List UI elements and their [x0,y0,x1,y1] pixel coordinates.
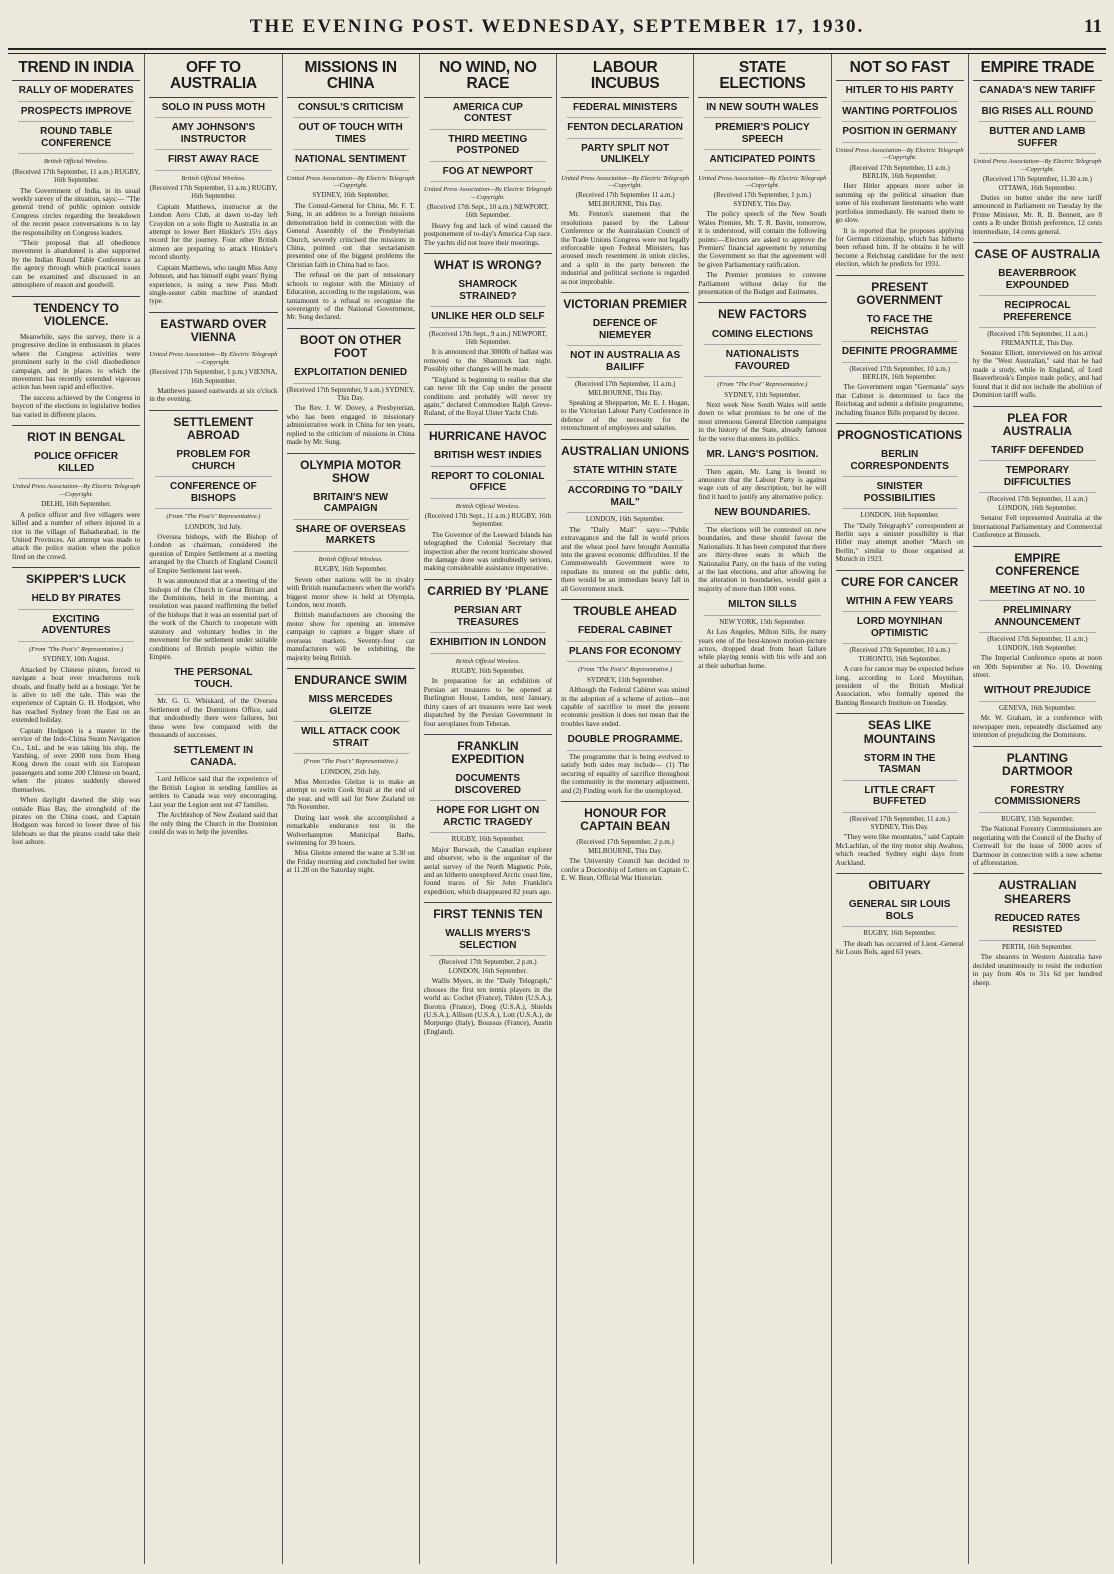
dateline: SYDNEY, 11th September. [587,675,664,684]
section-heading: PLANTING DARTMOOR [973,746,1102,781]
dateline: (Received 17th September, 11 a.m.) LONDON, 16th September. [987,635,1088,652]
credit-line: United Press Association—By Electric Telegraph—Copyright. [423,186,552,201]
article-paragraph: The Consul-General for China, Mr. F. T. Sung, in an address to a foreign missions demonstration held in connection with the General Assembly of the Presbyterian Church, severely criticised the missions in China, pointed out that sectarianism presented one of the biggest problems the Christian faith in China had to face. [286,201,415,269]
dateline: RUGBY, 16th September. [863,929,936,938]
article-paragraph: Then again, Mr. Lang is bound to announce that the Labour Party is against wage cuts of any description, but he will find it hard to justify any alternative policy. [698,467,827,501]
subheadline: RECIPROCAL PREFERENCE [979,296,1096,328]
subheadline: NEW BOUNDARIES. [704,503,820,524]
dateline: (Received 17th September, 11 a.m.) SYDNEY, This Day. [849,814,950,832]
dateline: (Received 17th September, 11 a.m.) RUGBY, 16th September. [149,184,278,201]
section-heading: RIOT IN BENGAL [12,425,140,447]
subheadline: MEETING AT NO. 10 [979,581,1096,602]
article-paragraph: Meanwhile, says the survey, there is a progressive decline in enthusiasm in places where the Congress activities were prominent early in the civil disobedience campaign, and in places to which the movement has recently extended vigorous action has been rapid and effective. [12,332,141,392]
subheadline: ACCORDING TO "DAILY MAIL" [567,481,683,513]
article-paragraph: Wallis Myers, in the "Daily Telegraph," chooses the first ten tennis players in the world as: Cochet (France), Tilden (U.S.A.), Borotra (France), Doeg (U.S.A.), Shields (U.S.A.), Allison (U.S.A.), Lott (U.S.A.), de Morpurgo (Italy), Boussus (France), Austin (England). [423,977,552,1036]
dateline: (Received 17th September, 2 p.m.) MELBOURNE, This Day. [576,838,674,855]
credit-line: British Official Wireless. [455,502,520,510]
dateline: (Received 17th Sept., 10 a.m.) NEWPORT, 16th September. [427,202,549,220]
article-paragraph: Matthews passed eastwards at six o'clock in the evening. [149,386,278,404]
credit-line: United Press Association—By Electric Telegraph—Copyright. [835,146,964,162]
article-paragraph: Lord Jellicoe said that the experience of the British Legion in sending families as settlers to Canada was very encouraging. Last year the Legion sent out 47 families. [149,775,278,809]
dateline: NEW YORK, 15th September. [719,617,806,626]
subheadline: DEFENCE OF NIEMEYER [567,314,683,346]
subheadline: MR. LANG'S POSITION. [704,445,820,466]
credit-line: British Official Wireless. [181,174,246,182]
article-paragraph: Major Burwash, the Canadian explorer and observer, who is the organiser of the aerial survey of the North Magnetic Pole, and an hitherto unexplored Arctic coast line, found traces of Sir John Franklin's expedition, which disappeared 82 years ago. [423,845,552,896]
subheadline: HITLER TO HIS PARTY [842,81,958,102]
subheadline: WITHIN A FEW YEARS [842,592,958,613]
dateline: (Received 17th September 11 a.m.) MELBOURNE, This Day. [575,191,675,208]
article-paragraph: The Governor of the Leeward Islands has telegraphed the Colonial Secretary that inspection after the recent hurricane showed the damage done was undoubtedly serious, making considerable assistance imperative. [423,530,552,573]
article-paragraph: Captain Matthews, who taught Miss Amy Johnson, and has himself eight years' flying experience, is using a new Puss Moth single-seater cabin machine of standard type. [149,263,278,306]
subheadline: NOT IN AUSTRALIA AS BAILIFF [567,346,683,378]
column-empire-trade [969,54,1106,1564]
subheadline: DOCUMENTS DISCOVERED [430,769,546,801]
column-state-elections [694,54,831,1564]
article-paragraph: The "Daily Mail" says:—"Public extravagance and the fall in world prices and the wheat pool have brought Australia into the gravest economic difficulties. If the Commonwealth Government were to repudiate its interest on the public debt, there would be an immediate heavy fall in all Government stock. [561,525,690,593]
section-heading: EASTWARD OVER VIENNA [149,312,277,347]
subheadline: SHAMROCK STRAINED? [430,275,546,307]
subheadline: CANADA'S NEW TARIFF [979,81,1096,102]
credit-line: United Press Association—By Electric Telegraph—Copyright. [149,351,278,366]
subheadline: TEMPORARY DIFFICULTIES [979,461,1096,493]
subheadline: PROBLEM FOR CHURCH [155,445,271,477]
dateline: LONDON, 3rd July. [184,522,242,531]
dateline: GENEVA, 16th September. [998,703,1076,712]
headline: NOT SO FAST [836,54,964,81]
subheadline: MILTON SILLS [704,595,820,616]
dateline: DELHI, 16th September. [41,500,112,509]
credit-line: United Press Association—By Electric Telegraph—Copyright. [561,174,690,189]
section-heading: FRANKLIN EXPEDITION [424,734,552,769]
subheadline: MISS MERCEDES GLEITZE [293,690,409,722]
article-paragraph: Next week New South Wales will settle down to what promises to be one of the most strenuous General Election campaigns in the history of the State, already famous for the verve that enters its politics. [698,401,827,443]
article-paragraph: Mr. G. G. Whiskard, of the Oversea Settlement of the Dominions Office, said that undoubtedly there were failures, but these were few compared with the thousands of successes. [149,697,278,740]
article-paragraph: Captain Matthews, instructor at the London Aero Club, at dawn to-day left Croydon on a solo flight to Australia in an attempt to lower Bert Hinkler's 15½ days record for the journey. Four other British airmen are preparing to attack Hinkler's record shortly. [149,202,278,262]
subheadline: POSITION IN GERMANY [842,122,958,143]
section-heading: AUSTRALIAN SHEARERS [973,873,1102,908]
subheadline: PREMIER'S POLICY SPEECH [704,118,820,150]
credit-line: (From "The Post" Representative.) [717,381,808,389]
subheadline: NATIONAL SENTIMENT [293,150,409,171]
subheadline: CONSUL'S CRITICISM [293,98,409,119]
subheadline: THE PERSONAL TOUCH. [155,663,271,695]
dateline: LONDON, 25th July. [320,767,381,776]
section-heading: HURRICANE HAVOC [424,424,552,446]
subheadline: PRELIMINARY ANNOUNCEMENT [979,601,1096,633]
subheadline: FEDERAL CABINET [567,621,683,642]
headline: TREND IN INDIA [12,54,140,81]
column-trend-in-india [8,54,145,1564]
article-paragraph: At Los Angeles, Milton Sills, for many years one of the best-known motion-picture actors, dropped dead from heart failure while playing tennis with his wife and son at their suburban home. [698,628,827,670]
subheadline: EXHIBITION IN LONDON [430,633,546,654]
subheadline: FORESTRY COMMISSIONERS [979,781,1096,813]
subheadline: WITHOUT PREJUDICE [979,681,1096,702]
article-paragraph: Although the Federal Cabinet was united in the adoption of a scheme of action—not capable of sacrifice to meet the present economic position it does not mean that the troubles have ended. [561,686,690,728]
article-paragraph: The Government of India, in its usual weekly survey of the situation, says:— "The general trend of public opinion outside Congress circles regarding the breakdown of the recent peace conversations is to lay the responsibility on Congress leaders. [12,186,141,237]
article-paragraph: The Imperial Conference opens at noon on 30th September at No. 10, Downing street. [972,654,1102,680]
article-paragraph: The success achieved by the Congress in boycott of the elections to legislative bodies has varied in different places. [12,393,141,419]
headline: STATE ELECTIONS [698,54,826,98]
dateline: (Received 17th September, 11 a.m.) LONDON, 16th September. [987,495,1088,512]
subheadline: REPORT TO COLONIAL OFFICE [430,467,546,499]
dateline: (Received 17th September, 10 a.m.) BERLIN, 16th September. [849,364,950,381]
subheadline: FOG AT NEWPORT [430,162,546,183]
subheadline: POLICE OFFICER KILLED [18,447,134,479]
dateline: (Received 17th September, 9 a.m.) SYDNEY, This Day. [286,385,415,403]
credit-line: (From "The Post's" Representative.) [303,758,398,766]
section-heading: FIRST TENNIS TEN [424,902,552,924]
dateline: LONDON, 16th September. [860,511,939,520]
subheadline: OUT OF TOUCH WITH TIMES [293,118,409,150]
subheadline: PROSPECTS IMPROVE [18,102,134,123]
subheadline: EXCITING ADVENTURES [18,610,134,642]
credit-line: United Press Association—By Electric Telegraph—Copyright. [286,174,415,189]
headline: NO WIND, NO RACE [424,54,552,98]
subheadline: BUTTER AND LAMB SUFFER [979,122,1096,154]
article-paragraph: Captain Hodgson is a master in the service of the Indo-China Steam Navigation Co., Ltd., and he was taking his ship, the Yatshing, of over 2000 tons from Hong Kong down the coast with six European passengers and some 200 Chinese on board, when the pirates suddenly showed themselves. [12,726,141,794]
article-paragraph: During last week she accomplished a remarkable endurance test in the Wolverhampton Municipal Baths, swimming for 39 hours. [286,813,415,847]
article-paragraph: The elections will be contested on new boundaries, and these should favour the Nationalists. It has been computed that there are thirty-three seats in which the Nationalist Party, on the basis of the voting at the last elections, and after allowing for the alteration in boundaries, would gain a majority of more than 1000 votes. [698,525,827,593]
credit-line: (From "The Post's" Representative.) [29,645,124,653]
dateline: (Received 17th September, 2 p.m.) LONDON, 16th September. [439,958,537,975]
subheadline: REDUCED RATES RESISTED [979,909,1096,941]
dateline: (Received 17th September, 10 a.m.) TORONTO, 16th September. [849,646,950,663]
subheadline: STATE WITHIN STATE [567,461,683,482]
article-paragraph: Speaking at Shepparton, Mr. E. J. Hogan, to the Victorian Labour Party Conference in defence of the necessity for the retrenchment of employees and salaries. [561,399,690,433]
section-heading: AUSTRALIAN UNIONS [561,439,689,461]
credit-line: British Official Wireless. [44,158,109,166]
section-heading: WHAT IS WRONG? [424,253,552,275]
section-heading: SKIPPER'S LUCK [12,567,140,589]
section-heading: CURE FOR CANCER [836,570,964,592]
article-paragraph: British manufacturers are choosing the motor show for opening an intensive campaign to capture a bigger share of overseas markets. Seventy-four car manufacturers will be exhibiting, the majority being British. [286,611,415,662]
article-paragraph: The programme that is being evolved to satisfy both sides may include— (1) The securing of equality of sacrifice throughout the community in the monetary adjustment, and (2) Finding work for the unemployed. [561,752,690,795]
article-paragraph: The refusal on the part of missionary schools to register with the Ministry of Education, according to the regulations, was tantamount to a refusal to recognise the sovereignty of the National Government, Mr. Sung declared. [286,271,415,322]
article-paragraph: Duties on butter under the new tariff announced in Parliament on Tuesday by the Prime Minister, Mr. R. B. Bennett, are 8 cents a lb under British preference, 12 cents intermediate, 14 cents general. [972,193,1102,236]
section-heading: VICTORIAN PREMIER [561,292,689,314]
dateline: (Received 17th September, 1 p.m.) VIENNA, 16th September. [149,368,278,385]
credit-line: British Official Wireless. [455,657,520,665]
article-paragraph: Senator Fell represented Australia at the International Parliamentary and Commercial Conference at Brussels. [972,514,1102,540]
dateline: RUGBY, 15th September. [1001,814,1074,823]
credit-line: British Official Wireless. [318,555,383,563]
dateline: SYDNEY, 11th September. [724,390,801,399]
column-no-wind-no-race [420,54,557,1564]
dateline: (Received 17th September, 11 a.m.) RUGBY, 16th September. [12,167,140,185]
article-paragraph: A police officer and five villagers were killed and a number of others injured in a riot in the village of Bahadurabad, in the United Provinces. An attempt was made to attack the police station when the police fired on the crowd. [12,510,141,561]
headline: LABOUR INCUBUS [561,54,689,98]
subheadline: NATIONALISTS FAVOURED [704,345,820,377]
credit-line: (From "The Post's" Representative.) [166,513,261,521]
subheadline: BRITAIN'S NEW CAMPAIGN [293,488,409,520]
credit-line: United Press Association—By Electric Telegraph—Copyright. [12,483,141,498]
article-paragraph: The Archbishop of New Zealand said that the only thing the Church in the Dominion could do was to help the juveniles. [149,811,278,836]
headline: EMPIRE TRADE [973,54,1102,81]
dateline: SYDNEY, 16th September. [312,191,389,200]
article-paragraph: The Government organ "Germania" says that Cabinet is determined to face the Reichstag and submit a definite programme, including finance Bills prepared by decree. [835,383,964,417]
article-paragraph: When daylight dawned the ship was outside Bias Bay, the stronghold of the pirates on the China coast, and Captain Hodgson was forced to lower three of his lifeboats so that the pirates could take their loot ashore. [12,796,141,847]
column-missions-in-china [283,54,420,1564]
article-paragraph: It is reported that he proposes applying for German citizenship, which has hitherto been refused him. If he obtains it he will become a Reichstag candidate for the next election, which he predicts for 1931. [835,226,964,269]
subheadline: PLANS FOR ECONOMY [567,642,683,663]
subheadline: CONFERENCE OF BISHOPS [155,477,271,509]
credit-line: (From "The Post's" Representative.) [578,666,673,674]
subheadline: GENERAL SIR LOUIS BOLS [842,895,958,927]
subheadline: RALLY OF MODERATES [18,81,134,102]
dateline: (Received 17th September, 11.30 a.m.) OTTAWA, 16th September. [982,175,1092,192]
subheadline: EXPLOITATION DENIED [293,363,409,384]
section-heading: SEAS LIKE MOUNTAINS [836,713,964,748]
subheadline: TO FACE THE REICHSTAG [842,310,958,342]
article-paragraph: The Rev. J. W. Dovey, a Presbyterian, who has been engaged in missionary administrative work in China for ten years, replied to the criticism of missions in China made by Mr. Sung. [286,404,415,447]
subheadline: FENTON DECLARATION [567,118,683,139]
subheadline: SINISTER POSSIBILITIES [842,477,958,509]
article-paragraph: Oversea bishops, with the Bishop of London as chairman, considered the question of Empire Settlement at a meeting arranged by the Church of England Council of Empire Settlement last week. [149,533,278,575]
article-paragraph: The "Daily Telegraph's" correspondent at Berlin says a sinister possibility is that Hitler may attempt another "March on Berlin," similar to those organised at Munich in 1923. [835,521,964,564]
article-paragraph: Heavy fog and lack of wind caused the postponement of to-day's America Cup race. The yachts did not leave their moorings. [423,221,552,247]
subheadline: IN NEW SOUTH WALES [704,98,820,119]
section-heading: EMPIRE CONFERENCE [973,546,1102,581]
dateline: LONDON, 16th September. [585,515,665,524]
subheadline: WANTING PORTFOLIOS [842,102,958,123]
subheadline: BIG RISES ALL ROUND [979,102,1096,123]
subheadline: PARTY SPLIT NOT UNLIKELY [567,139,683,171]
subheadline: LITTLE CRAFT BUFFETED [842,781,958,813]
column-not-so-fast [832,54,969,1564]
subheadline: HELD BY PIRATES [18,589,134,610]
subheadline: STORM IN THE TASMAN [842,749,958,781]
subheadline: FEDERAL MINISTERS [567,98,683,119]
subheadline: ROUND TABLE CONFERENCE [18,122,134,154]
article-paragraph: The shearers in Western Australia have decided unanimously to resist the reduction in pay from 40s to 31s 6d per hundred sheep. [972,953,1102,987]
subheadline: WILL ATTACK COOK STRAIT [293,722,409,754]
subheadline: COMING ELECTIONS [704,325,820,346]
subheadline: UNLIKE HER OLD SELF [430,307,546,328]
masthead-title: THE EVENING POST. WEDNESDAY, SEPTEMBER 17, 1930. [249,16,865,37]
subheadline: BRITISH WEST INDIES [430,446,546,467]
headline: OFF TO AUSTRALIA [149,54,277,98]
dateline: (Received 17th Sept., 9 a.m.) NEWPORT, 16th September. [428,329,547,347]
article-paragraph: Seven other nations will be in rivalry with British manufacturers when the world's biggest motor show is held at Olympia, London, next month. [286,575,415,610]
dateline: RUGBY, 16th September. [451,835,525,844]
dateline: PERTH, 16th September. [1002,942,1073,951]
section-heading: CARRIED BY 'PLANE [424,579,552,601]
article-paragraph: "They were like mountains," said Captain McLachlan, of the tiny motor ship Awahou, which reached Sydney eight days from Auckland. [835,833,964,867]
article-paragraph: The National Forestry Commissioners are negotiating with the Council of the Duchy of Cornwall for the lease of 5000 acres of Dartmoor in connection with a new scheme of afforestation. [972,825,1102,868]
credit-line: United Press Association—By Electric Telegraph—Copyright. [698,174,827,189]
article-paragraph: Miss Gleitze entered the water at 5.30 on the Friday morning and concluded her swim at 11.20 on the Saturday night. [286,849,415,875]
columns [8,53,1106,1564]
dateline: RUGBY, 16th September. [451,667,525,676]
dateline: (Received 17th September, 11 a.m.) FREMANTLE, This Day. [987,330,1088,347]
article-paragraph: The University Council has decided to confer a Doctorship of Letters on Captain C. E. W. Bean, Official War Historian. [561,857,690,882]
subheadline: DEFINITE PROGRAMME [842,342,958,363]
masthead [8,6,1106,50]
subheadline: AMY JOHNSON'S INSTRUCTOR [155,118,271,150]
subheadline: BERLIN CORRESPONDENTS [842,445,958,477]
section-heading: CASE OF AUSTRALIA [973,242,1102,264]
section-heading: BOOT ON OTHER FOOT [287,328,415,363]
article-paragraph: Attacked by Chinese pirates, forced to navigate a boat over treacherous rock shoals, and finally held as a hostage. Yet he is alive to tell the tale. This was the experience of Captain G. H. Hodgson, who has reached Sydney from the East on an extended holiday. [12,665,141,725]
section-heading: PRESENT GOVERNMENT [836,275,964,310]
section-heading: OLYMPIA MOTOR SHOW [287,453,415,488]
subheadline: PERSIAN ART TREASURES [430,601,546,633]
section-heading: PLEA FOR AUSTRALIA [973,406,1102,441]
section-heading: SETTLEMENT ABROAD [149,410,277,445]
subheadline: SETTLEMENT IN CANADA. [155,741,271,773]
section-heading: HONOUR FOR CAPTAIN BEAN [561,801,689,836]
article-paragraph: The Premier promises to convene Parliament without delay for the presentation of the Budget and Estimates. [698,271,827,297]
article-paragraph: In preparation for an exhibition of Persian art treasures to be opened at Burlington House, London, next January, thirty cases of art treasures were last week dispatched by the Persian Government in four aeroplanes from Teheran. [423,677,552,728]
section-heading: TENDENCY TO VIOLENCE. [12,296,140,331]
article-paragraph: The policy speech of the New South Wales Premier, Mr. T. R. Bavin, tomorrow, it is understood, will contain the following points:—Electors are asked to approve the Premiers' financial agreement by returning the Government so that the agreement will be given Parliamentary ratification. [698,210,827,269]
section-heading: NEW FACTORS [698,302,826,324]
subheadline: WALLIS MYERS'S SELECTION [430,924,546,956]
section-heading: PROGNOSTICATIONS [836,423,964,445]
article-paragraph: Mr. Fenton's statement that the resolutions passed by the Labour Conference or the Australasian Council of the Trade Unions Congress were not legally enforceable upon Federal Ministers, has aroused much resentment in union circles, and a split in the party between the industrial and political sections is regarded as not improbable. [561,210,690,286]
subheadline: TARIFF DEFENDED [979,441,1096,462]
subheadline: SOLO IN PUSS MOTH [155,98,271,119]
headline: MISSIONS IN CHINA [287,54,415,98]
article-paragraph: It was announced that at a meeting of the bishops of the Church in Great Britain and the Dominions, held in the morning, a resolution was passed reaffirming the belief of the bishops that it was an essential part of the work of the Church to cooperate with statutory and voluntary bodies in the movement for the settlement under suitable conditions of British people within the Empire. [149,577,278,661]
dateline: (Received 17th Sept., 11 a.m.) RUGBY, 16th September. [424,512,551,529]
section-heading: TROUBLE AHEAD [561,599,689,621]
article-paragraph: "England is beginning to realise that she can never lift the Cup under the present conditions and probably will never try again," declared Commodore Ralph Greve-Ruland, of the Royal Ulster Yacht Club. [423,375,552,418]
article-paragraph: Mr. W. Graham, in a conference with newspaper men, repeatedly disclaimed any intention of prejudicing the Dominions. [972,714,1102,740]
article-paragraph: "Their proposal that all obedience movement is abandoned is also supported by the Indian Round Table Conference as the agency through which practical issues can be examined and discussed in an atmosphere of reason and goodwill. [12,239,141,290]
subheadline: SHARE OF OVERSEAS MARKETS [293,520,409,552]
column-off-to-australia [145,54,282,1564]
subheadline: FIRST AWAY RACE [155,150,271,171]
page-number: 11 [1084,16,1102,37]
subheadline: THIRD MEETING POSTPONED [430,130,546,162]
article-paragraph: A cure for cancer may be expected before long, according to Lord Moynihan, president of the British Medical Association, who formally opened the Banting Research Institute on Tuesday. [835,665,964,707]
subheadline: ANTICIPATED POINTS [704,150,820,171]
column-labour-incubus [557,54,694,1564]
subheadline: LORD MOYNIHAN OPTIMISTIC [842,612,958,644]
article-paragraph: Miss Mercedes Gleitze is to make an attempt to swim Cook Strait at the end of the year, and will sail for New Zealand on 7th November. [286,778,415,812]
dateline: SYDNEY, 10th August. [42,655,110,664]
subheadline: BEAVERBROOK EXPOUNDED [979,264,1096,296]
dateline: (Received 17th September, 1 p.m.) SYDNEY, This Day. [713,191,812,208]
dateline: (Received 17th September, 11 a.m.) BERLIN, 16th September. [849,163,950,181]
article-paragraph: It is announced that 3000lb of ballast was removed to the Shamrock last night. Possibly other changes will be made. [423,348,552,374]
subheadline: AMERICA CUP CONTEST [430,98,546,130]
credit-line: United Press Association—By Electric Telegraph—Copyright. [973,158,1102,173]
subheadline: DOUBLE PROGRAMME. [567,730,683,751]
section-heading: OBITUARY [836,873,964,895]
subheadline: HOPE FOR LIGHT ON ARCTIC TRAGEDY [430,801,546,833]
article-paragraph: The death has occurred of Lieut.-General Sir Louis Bols, aged 63 years. [835,939,964,957]
article-paragraph: Senator Elliott, interviewed on his arrival by the "West Australian," said that he had made a study, while in England, of Lord Beaverbrook's Empire trade policy, and had found that it did not include the abolition of Dominion tariff walls. [972,349,1102,400]
article-paragraph: Herr Hitler appears more sober in summing up the political situation than some of his exuberant lieutenants who want portfolios immediately. He warned them to go slow. [835,182,964,225]
dateline: RUGBY, 16th September. [314,565,387,574]
section-heading: ENDURANCE SWIM [287,668,415,690]
dateline: (Received 17th September, 11 a.m.) MELBOURNE, This Day. [574,380,676,397]
